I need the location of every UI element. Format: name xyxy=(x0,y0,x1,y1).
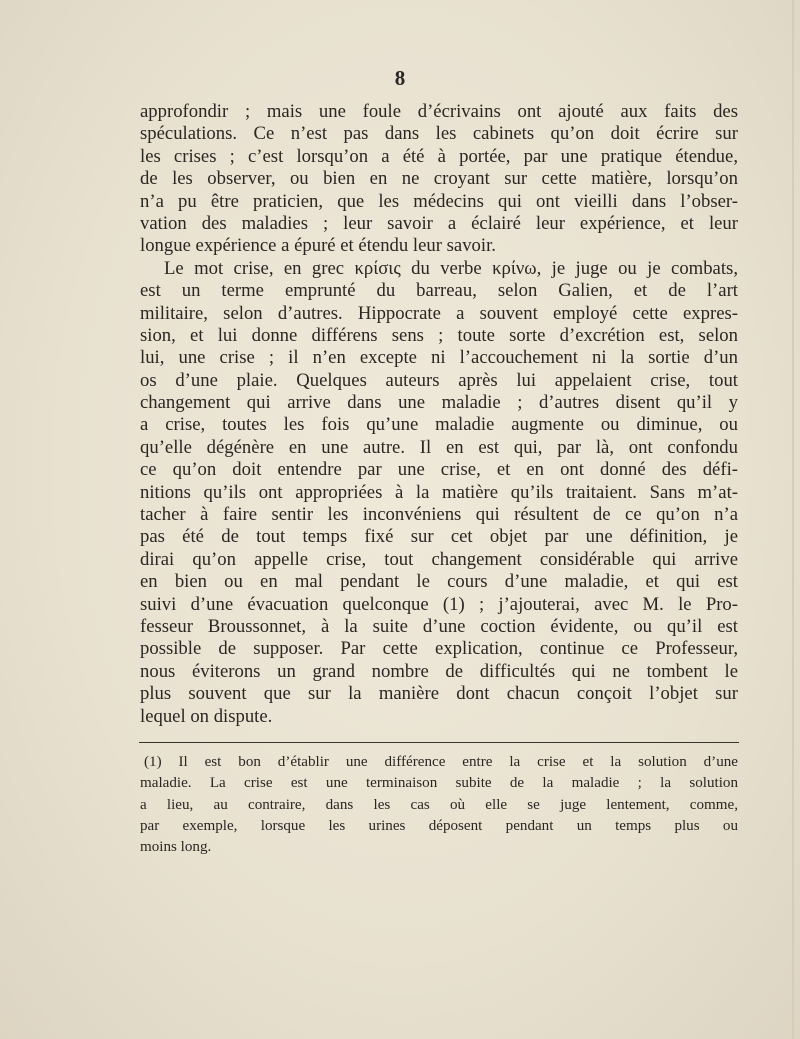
text-line: plus souvent que sur la manière dont chacun conçoit l’objet sur xyxy=(140,683,738,705)
text-line: lequel on dispute. xyxy=(140,705,273,727)
footnote-line: moins long. xyxy=(140,839,212,856)
text-line: n’a pu être praticien, que les médecins qui ont vieilli dans l’obser- xyxy=(140,190,738,212)
text-line: est un terme emprunté du barreau, selon Galien, et de l’art xyxy=(140,280,738,302)
text-line: changement qui arrive dans une maladie ; d’autres disent qu’il y xyxy=(140,392,738,414)
text-line: os d’une plaie. Quelques auteurs après lui appelaient crise, tout xyxy=(140,369,738,391)
text-line: nitions qu’ils ont appropriées à la matière qu’ils traitaient. Sans m’at- xyxy=(140,481,738,503)
text-line: qu’elle dégénère en une autre. Il en est qui, par là, ont confondu xyxy=(140,436,738,458)
text-line: possible de supposer. Par cette explication, continue ce Professeur, xyxy=(140,638,738,660)
page-edge-shadow xyxy=(792,0,794,1039)
footnote xyxy=(140,752,738,858)
text-line: lui, une crise ; il n’en excepte ni l’accouchement ni la sortie d’un xyxy=(140,347,738,369)
text-line: ce qu’on doit entendre par une crise, et en ont donné des défi- xyxy=(140,459,738,481)
text-line: a crise, toutes les fois qu’une maladie augmente ou diminue, ou xyxy=(140,414,738,436)
page-number: 8 xyxy=(394,66,406,90)
text-line: longue expérience a épuré et étendu leur savoir. xyxy=(140,235,496,257)
text-line: en bien ou en mal pendant le cours d’une maladie, et qui est xyxy=(140,571,738,593)
text-line: fesseur Broussonnet, à la suite d’une coction évidente, ou qu’il est xyxy=(140,615,738,637)
text-line: pas été de tout temps fixé sur cet objet par une définition, je xyxy=(140,526,738,548)
footnote-line: par exemple, lorsque les urines déposent pendant un temps plus ou xyxy=(140,817,738,834)
text-line: les crises ; c’est lorsqu’on a été à portée, par une pratique étendue, xyxy=(140,145,738,167)
main-text xyxy=(140,101,738,728)
text-line: spéculations. Ce n’est pas dans les cabinets qu’on doit écrire sur xyxy=(140,123,738,145)
text-line: militaire, selon d’autres. Hippocrate a souvent employé cette expres- xyxy=(140,302,738,324)
text-line: de les observer, ou bien en ne croyant sur cette matière, lorsqu’on xyxy=(140,168,738,190)
footnote-separator xyxy=(139,742,739,743)
text-line: vation des maladies ; leur savoir a éclairé leur expérience, et leur xyxy=(140,212,738,234)
footnote-line: maladie. La crise est une terminaison subite de la maladie ; la solution xyxy=(140,775,738,792)
text-line: tacher à faire sentir les inconvéniens qui résultent de ce qu’on n’a xyxy=(140,504,738,526)
text-line: approfondir ; mais une foule d’écrivains ont ajouté aux faits des xyxy=(140,101,738,122)
footnote-line: a lieu, au contraire, dans les cas où elle se juge lentement, comme, xyxy=(140,796,738,813)
text-line: dirai qu’on appelle crise, tout changement considérable qui arrive xyxy=(140,548,738,570)
footnote-line: (1) Il est bon d’établir une différence entre la crise et la solution d’une xyxy=(144,754,738,770)
text-line: Le mot crise, en grec κρίσις du verbe κρίνω, je juge ou je combats, xyxy=(164,257,738,279)
text-line: nous éviterons un grand nombre de difficultés qui ne tombent le xyxy=(140,660,738,682)
text-line: sion, et lui donne différens sens ; toute sorte d’excrétion est, selon xyxy=(140,324,738,346)
text-line: suivi d’une évacuation quelconque (1) ; j’ajouterai, avec M. le Pro- xyxy=(140,593,738,615)
